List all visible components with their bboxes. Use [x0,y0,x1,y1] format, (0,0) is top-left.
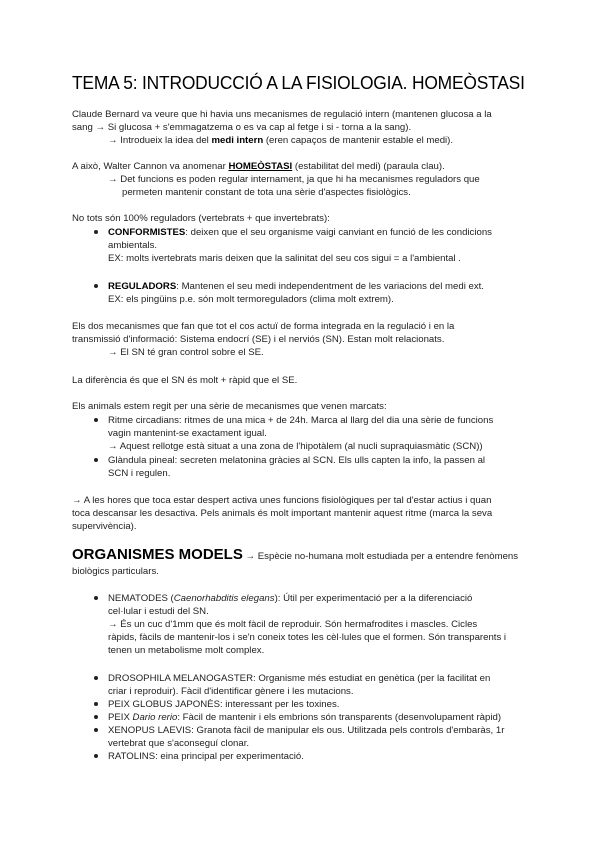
list-item: Ritme circadians: ritmes de una mica + de 24h. Marca al llarg del dia una sèrie de funcions [108,415,494,426]
text-line: biològics particulars. [72,566,159,577]
text-line: transmissió d'informació: Sistema endocrí (SE) i el nerviós (SN). Estan molt relacionats. [72,334,445,345]
bullet-icon [94,596,98,600]
text-line: → El SN té gran control sobre el SE. [108,347,264,358]
list-item: CONFORMISTES: deixen que el seu organisme vaigi canviant en funció de les condicions [108,227,492,238]
text-line: tenen un metabolisme molt complex. [108,645,265,656]
text-line: sang → Si glucosa + s'emmagatzema o es va cap al fetge i si - torna a la sang). [72,122,412,133]
text-line: → Det funcions es poden regular internament, ja que hi ha mecanismes reguladors que [108,174,480,185]
text-line: A això, Walter Cannon va anomenar HOMEÒSTASI (estabilitat del medi) (paraula clau). [72,161,445,172]
text-line: La diferència és que el SN és molt + ràpid que el SE. [72,375,298,386]
page-title: TEMA 5: INTRODUCCIÓ A LA FISIOLOGIA. HOMEÒSTASI [72,72,525,93]
list-item: PEIX GLOBUS JAPONÈS: interessant per les toxines. [108,699,340,710]
text-line: supervivència). [72,521,137,532]
bullet-icon [94,728,98,732]
text-line: permeten mantenir constant de tota una sèrie d'aspectes fisiològics. [122,187,411,198]
bullet-icon [94,676,98,680]
text-line: SCN i regulen. [108,468,171,479]
list-item: REGULADORS: Mantenen el seu medi independentment de les variacions del medi ext. [108,281,484,292]
bullet-icon [94,284,98,288]
text-line: criar i reproduir). Fàcil d'identificar gènere i les mutacions. [108,686,354,697]
text-line: EX: els pingüins p.e. són molt termoreguladors (clima molt extrem). [108,294,394,305]
list-item: NEMATODES (Caenorhabditis elegans): Útil per experimentació per a la diferenciació [108,593,473,604]
text-line: No tots són 100% reguladors (vertebrats + que invertebrats): [72,213,330,224]
text-line: toca descansar les desactiva. Pels animals és molt important mantenir aquest ritme (marca la seva [72,508,493,519]
text-line: vagin mantenint-se exactament igual. [108,428,267,439]
text-line: → Introdueix la idea del medi intern (eren capaços de mantenir estable el medi). [108,135,454,146]
text-line: → A les hores que toca estar despert activa unes funcions fisiològiques per tal d'estar actius i quan [72,495,492,506]
bullet-icon [94,702,98,706]
text-line: → És un cuc d'1mm que és molt fàcil de reproduir. Són hermafrodites i mascles. Cicles [108,619,478,630]
bullet-icon [94,754,98,758]
text-line: EX: molts ivertebrats maris deixen que la salinitat del seu cos sigui = a l'ambiental . [108,253,461,264]
list-item: DROSOPHILA MELANOGASTER: Organisme més estudiat en genètica (per la facilitat en [108,673,491,684]
bullet-icon [94,715,98,719]
bullet-icon [94,418,98,422]
list-item: XENOPUS LAEVIS: Granota fàcil de manipular els ous. Utilitzada pels controls d'embaràs, 1r [108,725,505,736]
text-line: vertebrat que s'aconseguí clonar. [108,738,250,749]
list-item: RATOLINS: eina principal per experimentació. [108,751,304,762]
text-line: ràpids, fàcils de mantenir-los i se'n coneix totes les cèl·lules que el formen. Són transparents i [108,632,507,643]
text-line: Claude Bernard va veure que hi havia uns mecanismes de regulació intern (mantenen glucosa a la [72,109,492,120]
text-line: ambientals. [108,240,158,251]
list-item: Glàndula pineal: secreten melatonina gràcies al SCN. Els ulls capten la info, la passen al [108,455,486,466]
bullet-icon [94,458,98,462]
text-line: → Aquest rellotge està situat a una zona de l'hipotàlem (al nucli supraquiasmàtic (SCN)) [108,441,483,452]
list-item: PEIX Dario rerio: Fàcil de mantenir i els embrions són transparents (desenvolupament ràpid) [108,712,502,723]
keyword-homeostasi: HOMEÒSTASI [228,161,293,172]
bullet-icon [94,230,98,234]
text-line: Els animals estem regit per una sèrie de mecanismes que venen marcats: [72,401,387,412]
text-line: Els dos mecanismes que fan que tot el cos actuï de forma integrada en la regulació i en la [72,321,455,332]
section-heading: ORGANISMES MODELS → Espècie no-humana molt estudiada per a entendre fenòmens [72,546,519,563]
text-line: cel·lular i estudi del SN. [108,606,209,617]
